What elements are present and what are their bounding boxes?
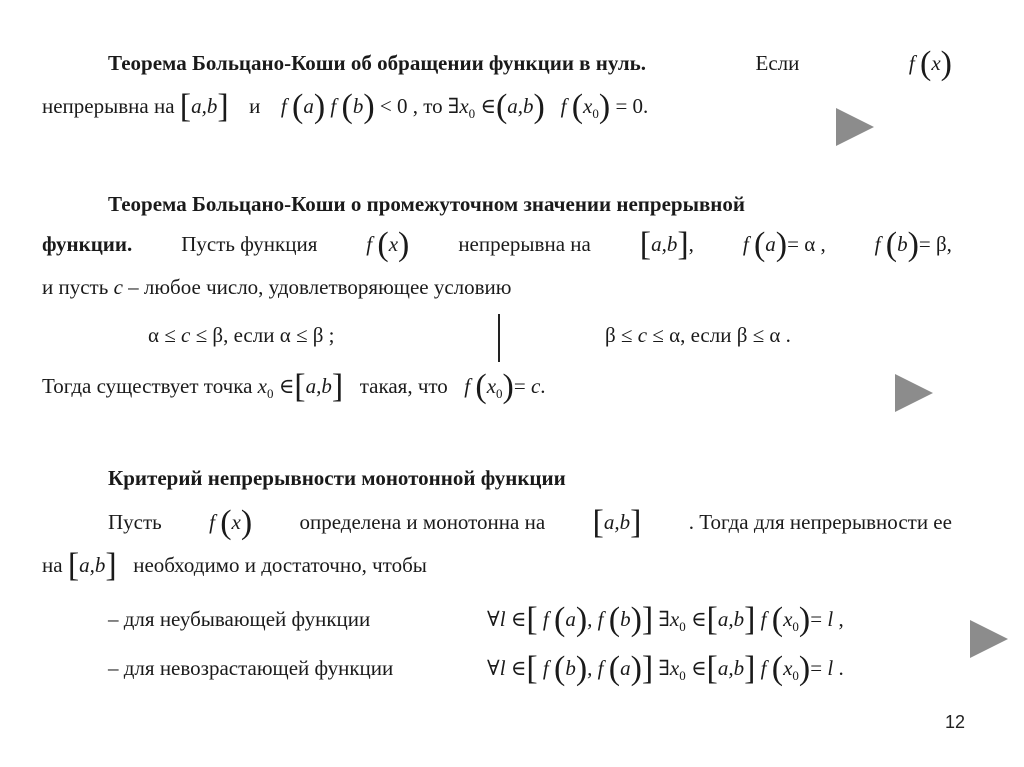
- theorem1-line2: [42, 88, 649, 125]
- formula-fx-2: f (x): [366, 226, 410, 263]
- condition-if-2: , если: [680, 323, 732, 347]
- formula-product: f (a) f (b) < 0: [280, 88, 408, 125]
- theorem1-title: Теорема Больцано-Коши об обращении функции в нуль.: [108, 51, 646, 75]
- theorem2-title-a: Теорема Больцано-Коши о промежуточном значении непрерывной: [108, 192, 746, 216]
- criterion-line2: [42, 547, 427, 584]
- page-number: 12: [944, 712, 965, 732]
- condition-divider: [498, 314, 500, 362]
- formula-interval: [a,b]: [179, 88, 229, 125]
- formula-fx: f (x): [908, 45, 952, 82]
- criterion-title-line: [108, 463, 566, 493]
- criterion-line1: [108, 504, 952, 541]
- theorem2-cont: непрерывна на: [458, 232, 591, 256]
- theorem1-line1: [108, 45, 952, 82]
- next-arrow-3[interactable]: [970, 620, 1008, 658]
- formula-interval-4: [a,b]: [67, 547, 117, 584]
- theorem1-continuous: непрерывна на: [42, 94, 175, 118]
- formula-c: c: [113, 275, 123, 299]
- formula-alpha-le-beta: α ≤ β ;: [279, 323, 335, 347]
- condition-right: [605, 320, 791, 350]
- criterion-nondecreasing: – для неубывающей функции: [108, 607, 371, 631]
- criterion-nondecreasing-label: [108, 604, 370, 634]
- theorem2-line3: [42, 272, 511, 302]
- formula-interval-2: [a,b],: [639, 226, 694, 263]
- theorem2-andlet: и пусть: [42, 275, 109, 299]
- next-arrow-2[interactable]: [895, 374, 933, 412]
- theorem1-if: Если: [755, 51, 800, 75]
- criterion-nonincreasing-label: [108, 653, 393, 683]
- theorem2-line1: [108, 189, 952, 219]
- theorem1-and: и: [249, 94, 261, 118]
- criterion-nonincreasing: – для невозрастающей функции: [108, 656, 394, 680]
- formula-x0-in: $x_0$ ∈[a,b]: [257, 368, 344, 405]
- theorem1-then: , то: [412, 94, 443, 118]
- theorem2-line2: [42, 226, 952, 263]
- theorem2-conclusion: [42, 368, 546, 405]
- criterion-then: . Тогда для непрерывности ее: [688, 510, 952, 534]
- formula-fx-3: f (x): [209, 504, 253, 541]
- theorem2-let: Пусть функция: [181, 232, 318, 256]
- formula-nonincreasing: ∀l ∈[ f (b), f (a)] $\exists x_0$ ∈[a,b] f $(x_0)= l$ .: [487, 650, 844, 687]
- condition-if-1: , если: [223, 323, 275, 347]
- condition-left: [148, 320, 335, 350]
- formula-beta-le-alpha: β ≤ α .: [736, 323, 791, 347]
- criterion-let: Пусть: [108, 510, 162, 534]
- criterion-necessary: необходимо и достаточно, чтобы: [133, 553, 427, 577]
- formula-nondecreasing: ∀l ∈[ f (a), f (b)] $\exists x_0$ ∈[a,b] f $(x_0)= l$ ,: [487, 601, 844, 638]
- formula-beta-c-alpha: β ≤ c ≤ α: [605, 323, 681, 347]
- theorem2-anynumber: – любое число, удовлетворяющее условию: [128, 275, 512, 299]
- formula-alpha-c-beta: α ≤ c ≤ β: [148, 323, 224, 347]
- criterion-defined: определена и монотонна на: [299, 510, 546, 534]
- formula-interval-3: [a,b]: [592, 504, 642, 541]
- formula-exists: $\exists x_0$ ∈(a,b) f $(x_0) = 0$.: [447, 88, 649, 125]
- theorem2-then-a: Тогда существует точка: [42, 374, 253, 398]
- next-arrow-1[interactable]: [836, 108, 874, 146]
- theorem2-then-b: такая, что: [359, 374, 448, 398]
- criterion-title: Критерий непрерывности монотонной функции: [108, 466, 566, 490]
- criterion-on: на: [42, 553, 63, 577]
- theorem2-title-b: функции.: [42, 232, 133, 256]
- formula-fb-beta: f (b)= β,: [874, 226, 952, 263]
- formula-fa-alpha: f (a)= α ,: [742, 226, 826, 263]
- formula-fx0-c: f $(x_0)= c$.: [464, 368, 546, 405]
